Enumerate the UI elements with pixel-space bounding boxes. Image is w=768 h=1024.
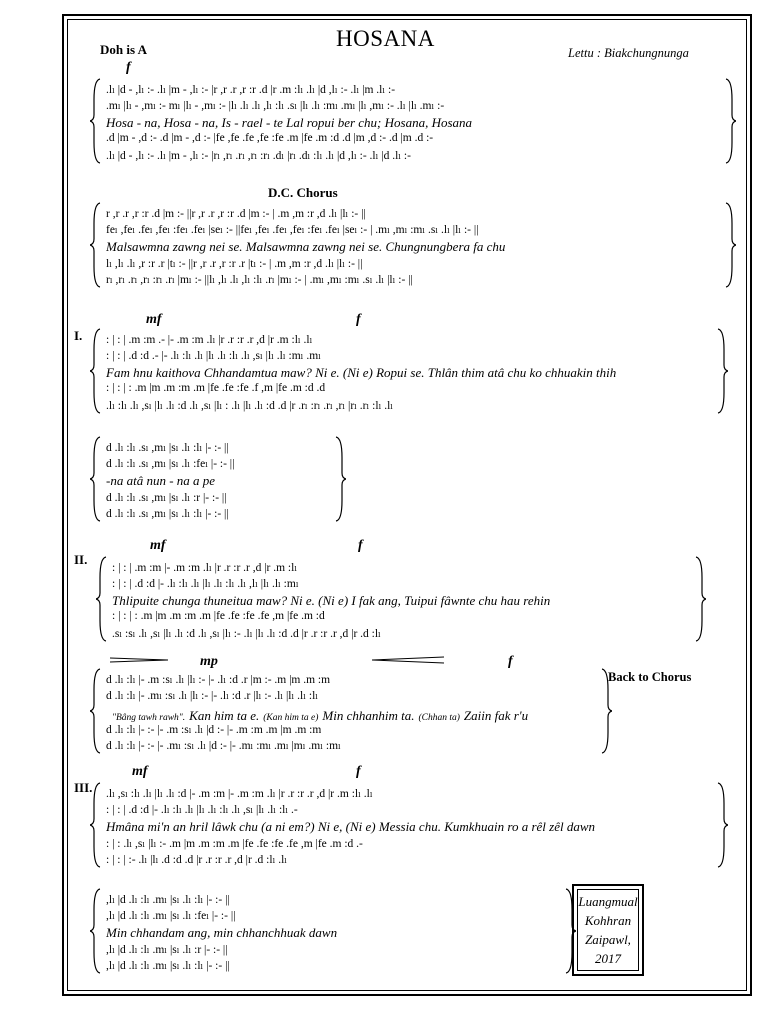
system-brace: [90, 202, 102, 288]
solfa-voice-alto: : | : | .d :d .- |- .lₗ :lₗ .lₗ |lₗ .lₗ :lₗ .lₗ ,sₗ |lₗ .lₗ :mₗ .mₗ: [106, 350, 321, 362]
solfa-voice-alto: d .lₗ :lₗ .sₗ ,mₗ |sₗ .lₗ :feₗ |- :- ||: [106, 458, 235, 470]
signature-line: 2017: [595, 951, 621, 966]
signature-line: Kohhran: [584, 913, 632, 928]
solfa-voice-tenor: ,lₗ |d .lₗ :lₗ .mₗ |sₗ .lₗ :r |- :- ||: [106, 944, 228, 956]
solfa-voice-bass: d .lₗ :lₗ .sₗ ,mₗ |sₗ .lₗ :lₗ |- :- ||: [106, 508, 229, 520]
system-brace: [90, 328, 102, 414]
solfa-voice-bass: .lₗ :lₗ .lₗ ,sₗ |lₗ .lₗ :d .lₗ ,sₗ |lₗ : .lₗ |lₗ .lₗ :d .d |r .rₗ :rₗ .rₗ ,rₗ |rₗ .rₗ :lₗ .lₗ: [106, 400, 394, 412]
lyric-fragment: "Bâng tawh rawh".: [112, 713, 186, 723]
system-brace-right: [724, 202, 736, 288]
lyric-line: Malsawmna zawng nei se. Malsawmna zawng nei se. Chungnungbera fa chu: [106, 239, 506, 254]
solfa-voice-tenor: d .lₗ :lₗ |- :- |- .m :sₗ .lₗ |d :- |- .m :m .m |m .m :m: [106, 724, 322, 736]
solfa-voice-bass: : | : | :- .lₗ |lₗ .d :d .d |r .r :r .r ,d |r .d :lₗ .lₗ: [106, 854, 288, 866]
system-brace-right: [716, 328, 728, 414]
system-brace: [90, 782, 102, 868]
system-brace: [96, 556, 108, 642]
solfa-voice-soprano: ,lₗ |d .lₗ :lₗ .mₗ |sₗ .lₗ :lₗ |- :- ||: [106, 894, 230, 906]
solfa-voice-alto: .mₗ |lₗ - ,mₗ :- mₗ |lₗ - ,mₗ :- |lₗ .lₗ .lₗ ,lₗ :lₗ .sₗ |lₗ .lₗ :mₗ .mₗ |lₗ ,mₗ :- .lₗ |lₗ .mₗ :-: [106, 100, 445, 112]
verse-number-2: II.: [74, 552, 88, 567]
dynamic-forte-1: f: [126, 60, 131, 75]
lyric-line-verse2-ending: [112, 707, 528, 725]
decrescendo-hairpin: [110, 656, 170, 666]
key-signature: Doh is A: [100, 42, 147, 57]
dynamic-mf-verse2: mf: [150, 538, 166, 553]
solfa-voice-alto: ,lₗ |d .lₗ :lₗ .mₗ |sₗ .lₗ :feₗ |- :- ||: [106, 910, 236, 922]
verse-number-3: III.: [74, 780, 93, 795]
dynamic-f-verse3: f: [356, 764, 361, 779]
solfa-voice-tenor: .d |m - ,d :- .d |m - ,d :- |fe ,fe .fe ,fe :fe .m |fe .m :d .d |m ,d :- .d |m .d :-: [106, 132, 434, 144]
solfa-voice-soprano: : | : | .m :m .- |- .m :m .lₗ |r .r :r .r ,d |r .m :lₗ .lₗ: [106, 334, 313, 346]
lyric-fragment: (Chhan ta): [418, 713, 460, 723]
solfa-voice-alto: : | : | .d :d |- .lₗ :lₗ .lₗ |lₗ .lₗ :lₗ .lₗ ,sₗ |lₗ .lₗ :lₗ .-: [106, 804, 298, 816]
system-brace-right: [694, 556, 706, 642]
solfa-voice-alto: feₗ ,feₗ .feₗ ,feₗ :feₗ .feₗ |seₗ :- ||feₗ ,feₗ .feₗ ,feₗ :feₗ .feₗ |seₗ :- | .mₗ ,mₗ :mₗ .sₗ .lₗ |lₗ :- ||: [106, 224, 479, 236]
system-brace-right: [600, 668, 612, 754]
lyric-line: Min chhandam ang, min chhanchhuak dawn: [106, 925, 338, 940]
solfa-voice-alto: d .lₗ :lₗ |- .mₗ :sₗ .lₗ |lₗ :- |- .lₗ :d .r |lₗ :- .lₗ |lₗ .lₗ :lₗ: [106, 690, 319, 702]
system-brace-right: [334, 436, 346, 522]
verse-number-1: I.: [74, 328, 83, 343]
solfa-voice-soprano: .lₗ |d - ,lₗ :- .lₗ |m - ,lₗ :- |r ,r .r ,r :r .d |r .m :lₗ .lₗ |d ,lₗ :- .lₗ |m .lₗ :-: [106, 84, 396, 96]
system-brace-right: [724, 78, 736, 164]
solfa-voice-alto: : | : | .d :d |- .lₗ :lₗ .lₗ |lₗ .lₗ :lₗ .lₗ ,lₗ |lₗ .lₗ :mₗ: [112, 578, 299, 590]
system-brace: [90, 668, 102, 754]
signature-line: Luangmual: [578, 894, 638, 909]
signature-text: [577, 889, 639, 971]
system-brace-right: [716, 782, 728, 868]
lyric-line: Fam hnu kaithova Chhandamtua maw? Ni e. (Ni e) Ropui se. Thlân thim atâ chu ko chhuakin thih: [106, 365, 617, 380]
solfa-voice-soprano: r ,r .r ,r :r .d |m :- ||r ,r .r ,r :r .d |m :- | .m ,m :r ,d .lₗ |lₗ :- ||: [106, 208, 366, 220]
lyric-line: Hosa - na, Hosa - na, Is - rael - te Lal ropui ber chu; Hosana, Hosana: [106, 115, 473, 130]
signature-line: Zaipawl,: [585, 932, 631, 947]
solfa-voice-bass: rₗ ,rₗ .rₗ ,rₗ :rₗ .rₗ |mₗ :- ||lₗ ,lₗ .lₗ ,lₗ :lₗ .rₗ |mₗ :- | .mₗ ,mₗ :mₗ .sₗ .lₗ |lₗ :- ||: [106, 274, 413, 286]
dynamic-mf-verse1: mf: [146, 312, 162, 327]
back-to-chorus-label: Back to Chorus: [608, 670, 692, 684]
dynamic-f-verse1: f: [356, 312, 361, 327]
solfa-voice-tenor: : | : | : .m |m .m :m .m |fe .fe :fe .f ,m |fe .m :d .d: [106, 382, 326, 394]
lyric-line: Thlipuite chunga thuneitua maw? Ni e. (Ni e) I fak ang, Tuipui fâwnte chu hau rehin: [112, 593, 551, 608]
solfa-voice-bass: .lₗ |d - ,lₗ :- .lₗ |m - ,lₗ :- |rₗ ,rₗ .rₗ ,rₗ :rₗ .dₗ |rₗ .dₗ :lₗ .lₗ |d ,lₗ :- .lₗ |d .lₗ :-: [106, 150, 411, 162]
dynamic-f-verse2: f: [358, 538, 363, 553]
dynamic-mf-verse3: mf: [132, 764, 148, 779]
dc-chorus-heading: D.C. Chorus: [268, 185, 338, 200]
lyric-line: Hmâna mi'n an hril lâwk chu (a ni em?) Ni e, (Ni e) Messia chu. Kumkhuain ro a rêl zêl dawn: [106, 819, 596, 834]
system-brace: [90, 78, 102, 164]
system-brace: [90, 888, 102, 974]
lyric-fragment: (Kan him ta e): [263, 713, 319, 723]
lyric-fragment: Zaiin fak r'u: [463, 708, 529, 723]
solfa-voice-tenor: : | : .lₗ ,sₗ |lₗ :- .m |m .m :m .m |fe .fe :fe .fe ,m |fe .m :d .-: [106, 838, 363, 850]
solfa-voice-soprano: d .lₗ :lₗ |- .m :sₗ .lₗ |lₗ :- |- .lₗ :d .r |m :- .m |m .m :m: [106, 674, 331, 686]
solfa-voice-soprano: .lₗ ,sₗ :lₗ .lₗ |lₗ .lₗ :d |- .m :m |- .m :m .lₗ |r .r :r .r ,d |r .m :lₗ .lₗ: [106, 788, 373, 800]
solfa-voice-tenor: d .lₗ :lₗ .sₗ ,mₗ |sₗ .lₗ :r |- :- ||: [106, 492, 227, 504]
solfa-voice-tenor: : | : | : .m |m .m :m .m |fe .fe :fe .fe ,m |fe .m :d: [112, 610, 325, 622]
system-brace: [90, 436, 102, 522]
crescendo-hairpin: [372, 656, 446, 666]
solfa-voice-bass: .sₗ :sₗ .lₗ ,sₗ |lₗ .lₗ :d .lₗ ,sₗ |lₗ :- .lₗ |lₗ .lₗ :d .d |r .r :r .r ,d |r .d :lₗ: [112, 628, 381, 640]
solfa-voice-soprano: d .lₗ :lₗ .sₗ ,mₗ |sₗ .lₗ :lₗ |- :- ||: [106, 442, 229, 454]
lyric-fragment: Min chhanhim ta.: [322, 708, 415, 723]
solfa-voice-soprano: : | : | .m :m |- .m :m .lₗ |r .r :r .r ,d |r .m :lₗ: [112, 562, 298, 574]
solfa-voice-tenor: lₗ ,lₗ .lₗ ,r :r .r |tₗ :- ||r ,r .r ,r :r .r |tₗ :- | .m ,m :r ,d .lₗ |lₗ :- ||: [106, 258, 363, 270]
dynamic-mp: mp: [200, 654, 218, 669]
composer-credit: Lettu : Biakchungnunga: [568, 46, 689, 60]
song-title: HOSANA: [336, 26, 435, 51]
solfa-voice-bass: ,lₗ |d .lₗ :lₗ .mₗ |sₗ .lₗ :lₗ |- :- ||: [106, 960, 230, 972]
signature-box: [572, 884, 644, 976]
dynamic-f-verse2b: f: [508, 654, 513, 669]
lyric-line: -na atâ nun - na a pe: [106, 473, 216, 488]
lyric-fragment: Kan him ta e.: [189, 708, 260, 723]
solfa-voice-bass: d .lₗ :lₗ |- :- |- .mₗ :sₗ .lₗ |d :- |- .mₗ :mₗ .mₗ |mₗ .mₗ :mₗ: [106, 740, 341, 752]
